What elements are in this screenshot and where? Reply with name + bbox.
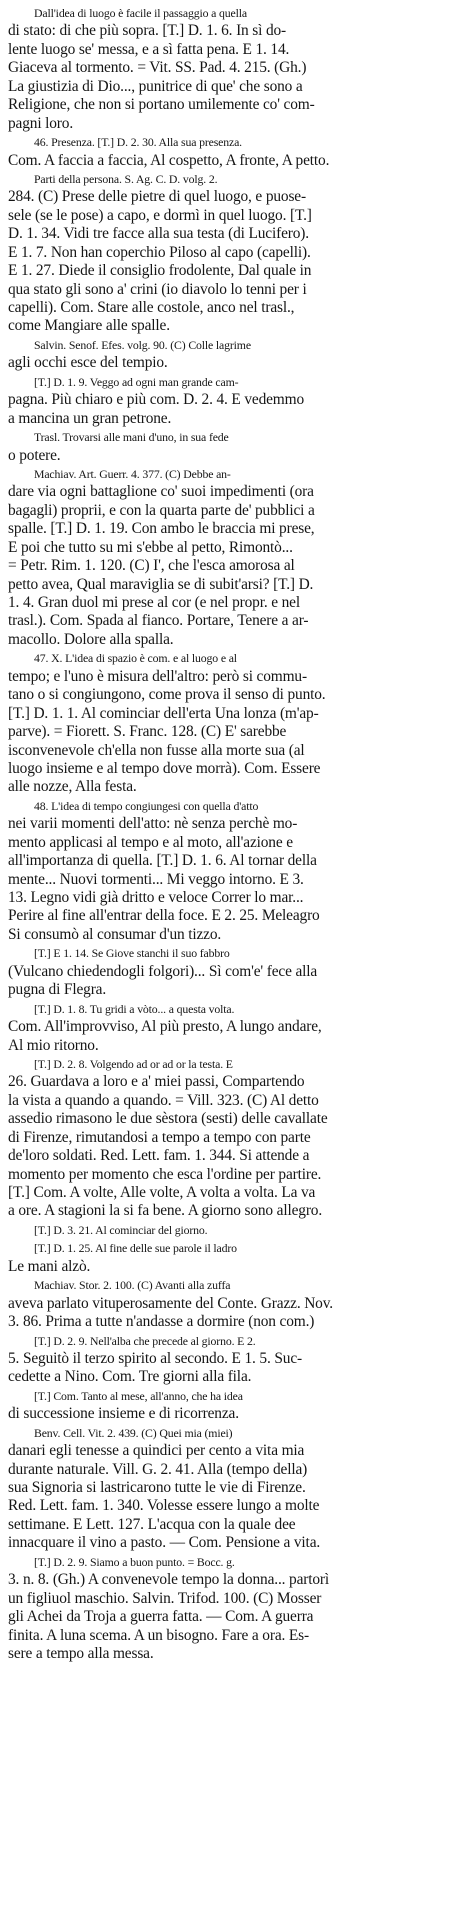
text-line: 1. 4. Gran duol mi prese al cor (e nel propr. e nel [8, 594, 300, 611]
text-line: [T.] D. 2. 8. Volgendo ad or ad or la testa. E [34, 1056, 233, 1071]
text-line: capelli). Com. Stare alle costole, anco nel trasl., [8, 299, 295, 316]
text-line: di successione insieme e di ricorrenza. [8, 1405, 239, 1423]
text-line: [T.] D. 2. 9. Siamo a buon punto. = Bocc. g. [34, 1554, 235, 1569]
text-line: a mancina un gran petrone. [8, 409, 172, 427]
text-line: Religione, che non si portano umilemente co' com- [8, 96, 315, 114]
text-line: Parti della persona. S. Ag. C. D. volg. 2. [34, 171, 218, 186]
text-line: E 1. 7. Non han coperchio Piloso al capo (capelli). [8, 243, 311, 261]
text-line: Com. All'improvviso, Al più presto, A lungo andare, [8, 1018, 322, 1036]
text-line: [T.] Com. A volte, Alle volte, A volta a volta. La va [8, 1184, 316, 1201]
text-line: [T.] D. 2. 9. Nell'alba che precede al giorno. E 2. [34, 1333, 256, 1348]
text-line: [T.] D. 1. 9. Veggo ad ogni man grande cam- [34, 374, 239, 389]
text-line: 47. X. L'idea di spazio è com. e al luogo e al [34, 651, 237, 666]
text-line: Com. A faccia a faccia, Al cospetto, A fronte, A petto. [8, 151, 330, 169]
text-line: o potere. [8, 446, 61, 464]
text-line: bagagli) proprii, e con la quarta parte de' pubblici a [8, 501, 315, 519]
dictionary-entry-text [8, 4, 466, 1663]
text-line: sele (se le pose) a capo, e dormì in quel luogo. [T.] [8, 206, 312, 224]
text-line: di Firenze, rimutandosi a tempo a tempo con parte [8, 1128, 311, 1146]
text-line: qua stato gli sono a' crini (io diavolo lo tenni per i [8, 280, 307, 298]
text-line: sua Signoria si lastricarono tutte le vie di Firenze. [8, 1479, 306, 1496]
text-line: [T.] E 1. 14. Se Giove stanchi il suo fabbro [34, 946, 230, 961]
text-line: un figliuol maschio. Salvin. Trifod. 100. (C) Mosser [8, 1589, 322, 1607]
text-line: di stato: di che più sopra. [T.] D. 1. 6. In sì do- [8, 22, 287, 40]
text-line: 284. (C) Prese delle pietre di quel luogo, e puose- [8, 188, 306, 206]
text-line: aveva parlato vituperosamente del Conte. Grazz. Nov. [8, 1294, 333, 1312]
text-line: La giustizia di Dio..., punitrice di que' che sono a [8, 77, 303, 95]
text-line: pagna. Più chiaro e più com. D. 2. 4. E vedemmo [8, 391, 304, 409]
text-line: all'importanza di quella. [T.] D. 1. 6. Al tornar della [8, 852, 317, 870]
text-line: a ore. A stagioni la si fa bene. A giorno sono allegro. [8, 1202, 323, 1220]
text-line: tano o si congiungono, come prova il senso di punto. [8, 686, 326, 704]
text-line: spalle. [T.] D. 1. 19. Con ambo le braccia mi prese, [8, 520, 315, 538]
text-line: danari egli tenesse a quindici per cento a vita mia [8, 1442, 305, 1460]
text-line: assedio rimasono le due sèstora (sesti) delle cavallate [8, 1110, 328, 1128]
text-line: durante naturale. Vill. G. 2. 41. Alla (tempo della) [8, 1460, 308, 1478]
text-line: isconvenevole ch'ella non fusse alla morte sua (al [8, 741, 305, 759]
text-line: petto avea, Qual maraviglia se di subit'arsi? [T.] D. [8, 575, 314, 593]
text-line: tempo; e l'uno è misura dell'altro: però si commu- [8, 667, 307, 685]
text-line: D. 1. 34. Vidi tre facce alla sua testa (di Lucifero). [8, 225, 309, 243]
text-line: [T.] D. 1. 1. Al cominciar dell'erta Una lonza (m'ap- [8, 704, 319, 722]
text-line: 3. 86. Prima a tutte n'andasse a dormire (non com.) [8, 1313, 315, 1331]
text-line: 48. L'idea di tempo congiungesi con quella d'atto [34, 798, 259, 813]
text-line: lente luogo se' messa, e a sì fatta pena. E 1. 14. [8, 40, 290, 58]
text-line: 3. n. 8. (Gh.) A convenevole tempo la donna... partorì [8, 1571, 330, 1589]
text-line: 46. Presenza. [T.] D. 2. 30. Alla sua presenza. [34, 135, 242, 150]
text-line: trasl.). Com. Spada al fianco. Portare, Tenere a ar- [8, 612, 309, 630]
text-line: momento per momento che esca l'ordine per partire. [8, 1165, 322, 1183]
text-line: Benv. Cell. Vit. 2. 439. (C) Quei mia (miei) [34, 1425, 233, 1440]
text-line: mente... Nuovi tormenti... Mi veggo intorno. E 3. [8, 870, 304, 888]
text-line: 5. Seguitò il terzo spirito al secondo. E 1. 5. Suc- [8, 1349, 302, 1367]
text-line: pugna di Flegra. [8, 981, 107, 999]
text-line: gli Achei da Troja a guerra fatta. — Com. A guerra [8, 1608, 314, 1626]
text-line: pagni loro. [8, 114, 74, 132]
text-line: Giaceva al tormento. = Vit. SS. Pad. 4. 215. (Gh.) [8, 59, 307, 77]
text-line: Al mio ritorno. [8, 1036, 99, 1054]
text-line: Le mani alzò. [8, 1257, 91, 1275]
text-line: luogo insieme e al tempo dove morrà). Com. Essere [8, 759, 321, 777]
text-line: Trasl. Trovarsi alle mani d'uno, in sua fede [34, 430, 229, 445]
text-line: Perire al fine all'entrar della foce. E 2. 25. Meleagro [8, 907, 320, 925]
text-line: dare via ogni battaglione co' suoi impedimenti (ora [8, 483, 314, 501]
text-line: settimane. E Lett. 127. L'acqua con la quale dee [8, 1515, 296, 1533]
text-line: Machiav. Art. Guerr. 4. 377. (C) Debbe an- [34, 466, 231, 481]
text-line: alle nozze, Alla festa. [8, 778, 137, 796]
text-line: parve). = Fiorett. S. Franc. 128. (C) E' sarebbe [8, 723, 287, 741]
text-line: E 1. 27. Diede il consiglio frodolente, Dal quale in [8, 262, 312, 280]
text-line: Red. Lett. fam. 1. 340. Volesse essere lungo a molte [8, 1497, 320, 1515]
text-line: come Mangiare alle spalle. [8, 317, 170, 335]
text-line: la vista a quando a quando. = Vill. 323. (C) Al detto [8, 1091, 319, 1109]
text-line: nei varii momenti dell'atto: nè senza perchè mo- [8, 815, 298, 833]
text-line: [T.] D. 1. 8. Tu gridi a vòto... a questa volta. [34, 1001, 235, 1016]
text-line: 26. Guardava a loro e a' miei passi, Compartendo [8, 1073, 305, 1091]
text-line: = Petr. Rim. 1. 120. (C) I', che l'esca amorosa al [8, 557, 295, 575]
text-line: de'loro soldati. Red. Lett. fam. 1. 344. Si attende a [8, 1147, 310, 1165]
text-line: sere a tempo alla messa. [8, 1644, 154, 1662]
text-line: Salvin. Senof. Efes. volg. 90. (C) Colle lagrime [34, 337, 251, 352]
text-line: [T.] Com. Tanto al mese, all'anno, che ha idea [34, 1388, 243, 1403]
text-line: 13. Legno vidi già dritto e veloce Correr lo mar... [8, 889, 304, 906]
text-line: E poi che tutto su mi s'ebbe al petto, Rimontò... [8, 538, 293, 556]
text-line: macollo. Dolore alla spalla. [8, 630, 174, 648]
text-line: finita. A luna scema. A un bisogno. Fare a ora. Es- [8, 1626, 309, 1644]
text-line: Dall'idea di luogo è facile il passaggio a quella [34, 6, 247, 20]
text-line: Machiav. Stor. 2. 100. (C) Avanti alla zuffa [34, 1278, 231, 1293]
text-line: cedette a Nino. Com. Tre giorni alla fila. [8, 1368, 252, 1386]
text-line: Si consumò al consumar d'un tizzo. [8, 925, 222, 943]
text-line: [T.] D. 3. 21. Al cominciar del giorno. [34, 1222, 208, 1237]
text-line: (Vulcano chiedendogli folgori)... Sì com'e' fece alla [8, 962, 318, 980]
text-line: [T.] D. 1. 25. Al fine delle sue parole il ladro [34, 1241, 237, 1256]
text-line: mento applicasi al tempo e al moto, all'azione e [8, 833, 293, 851]
text-line: agli occhi esce del tempio. [8, 354, 168, 372]
text-line: innacquare il vino a pasto. — Com. Pensione a vita. [8, 1534, 321, 1552]
